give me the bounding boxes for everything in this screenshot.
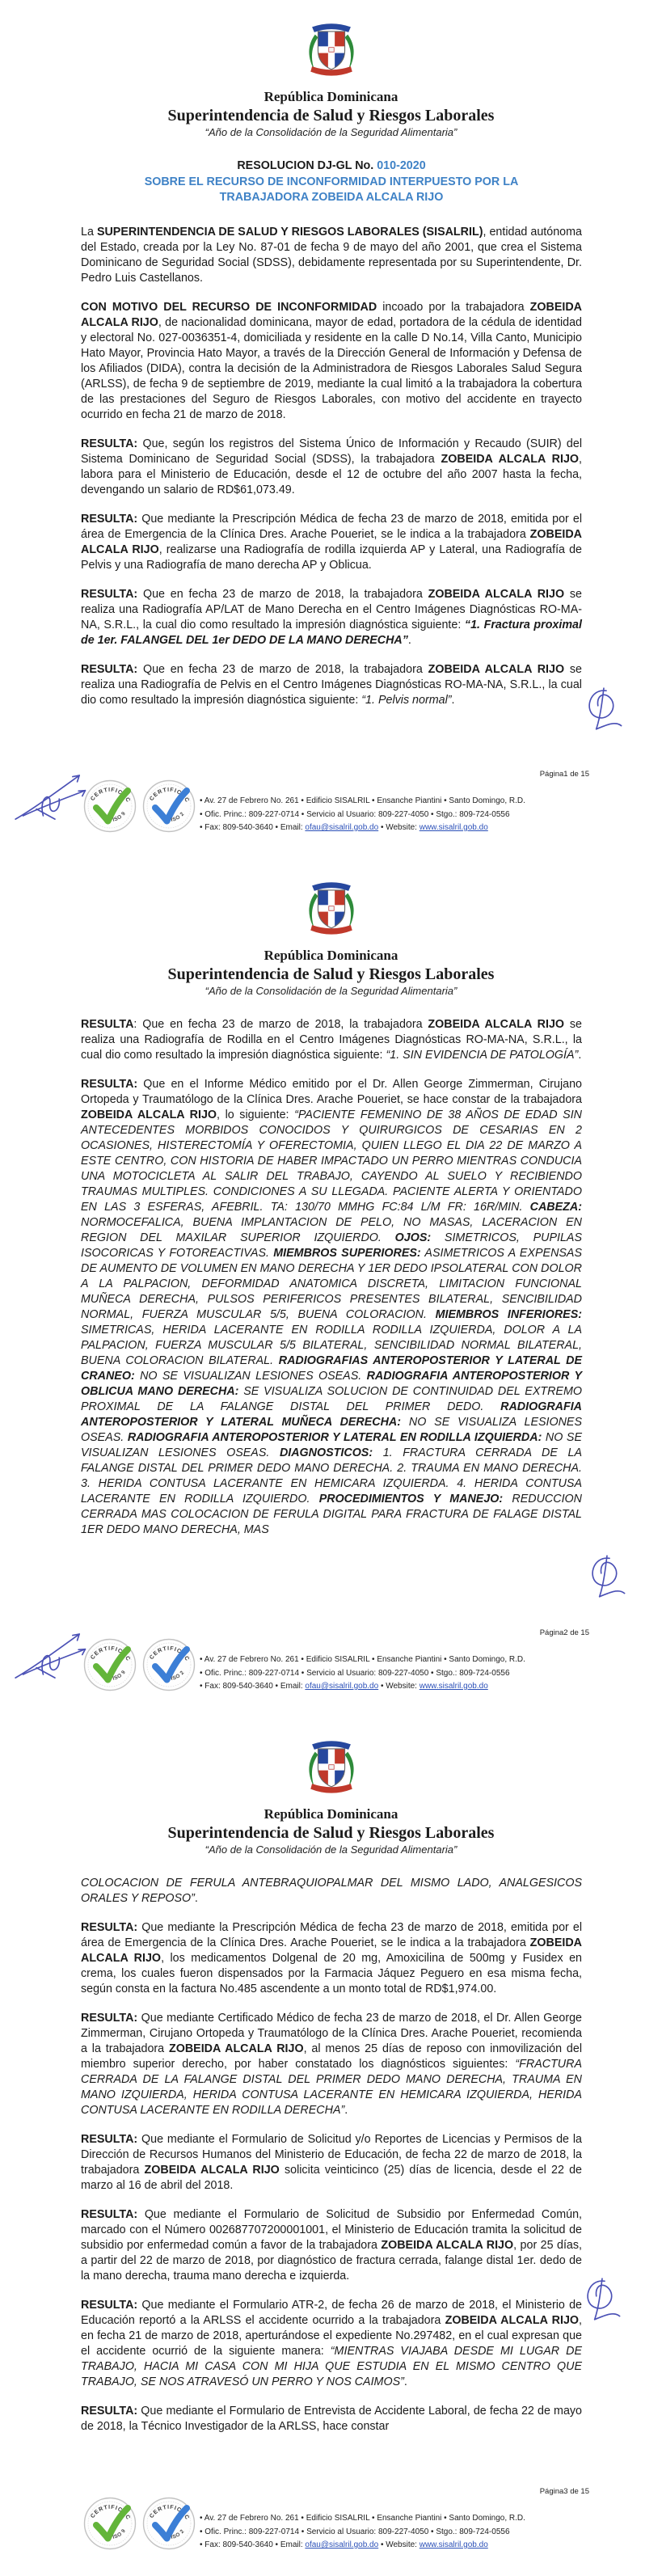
certification-seals	[83, 2497, 196, 2550]
coat-of-arms-icon	[294, 871, 369, 945]
text-run: “MIENTRAS VIAJABA DESDE MI LUGAR DE TRABAJO, HACIA MI CASA CON MI HIJA QUE ESTUDIA EN EL MISMO CENTRO QUE TRABAJO, SE NOS ATRAVESÓ UN PERRO Y NOS CAIMOS”	[81, 2344, 582, 2388]
text-run: ZOBEIDA ALCALA RIJO	[428, 587, 565, 601]
paragraph	[81, 2011, 582, 2118]
footer-link[interactable]: www.sisalril.gob.do	[419, 823, 488, 832]
text-run: • Av. 27 de Febrero No. 261 • Edificio SISALRIL • Ensanche Piantini • Santo Domingo, R.D.	[200, 1655, 525, 1664]
coat-of-arms-icon	[294, 12, 369, 87]
text-run: ZOBEIDA ALCALA RIJO	[445, 2313, 580, 2327]
certification-seals	[83, 779, 196, 833]
text-run: ZOBEIDA ALCALA RIJO	[81, 300, 582, 329]
motto: “Año de la Consolidación de la Seguridad Alimentaria”	[205, 985, 457, 998]
country-title: República Dominicana	[264, 1806, 398, 1822]
text-run: RESULTA:	[81, 587, 138, 601]
text-run: , labora para el Ministerio de Educación, desde el 12 de octubre del año 2007 hasta la fecha, devengando un salario de RD$61,073.49.	[81, 452, 582, 496]
text-run: CABEZA:	[529, 1200, 582, 1214]
text-run: , realizarse una Radiografía de rodilla izquierda AP y Lateral, una Radiografía de Pelvis y una Radiografía de mano derecha AP y Oblicua.	[81, 543, 582, 572]
iso-27001-seal	[142, 1638, 196, 1691]
text-run: TRABAJADORA ZOBEIDA ALCALA RIJO	[219, 190, 444, 204]
page-number: Página3 de 15	[539, 2487, 589, 2496]
text-run: Que, según los registros del Sistema Único de Información y Recaudo (SUIR) del Sistema Dominicano de Seguridad Social (SDSS), la trabajadora	[81, 437, 582, 466]
text-run: SIMETRICAS, HERIDA LACERANTE EN RODILLA RODILLA IZQUIERDA, DOLOR A LA PALPACION, FUERZA MUSCULAR 5/5 BILATERAL, SENCIBILIDAD NORMAL BILATERAL, BUENA COLORACION BILATERAL.	[81, 1323, 582, 1367]
text-run: “1. SIN EVIDENCIA DE PATOLOGÍA”	[386, 1048, 579, 1062]
text-run: • Av. 27 de Febrero No. 261 • Edificio SISALRIL • Ensanche Piantini • Santo Domingo, R.D.	[200, 796, 525, 805]
text-run: RESOLUCION DJ-GL No.	[237, 158, 377, 172]
document-page	[0, 859, 662, 1717]
text-run: ZOBEIDA ALCALA RIJO	[428, 1017, 565, 1031]
text-run: ZOBEIDA ALCALA RIJO	[441, 452, 580, 466]
text-run: , entidad autónoma del Estado, creada por la Ley No. 87-01 de fecha 9 de mayo del año 2001, que crea el Sistema Dominicano de Seguridad Social (SDSS), debidamente representada por su Superintendente, Dr. Pedro Luis Castellanos.	[81, 225, 582, 285]
text-run: PROCEDIMIENTOS Y MANEJO:	[318, 1492, 504, 1505]
text-run: ZOBEIDA ALCALA RIJO	[144, 2163, 280, 2177]
text-run: “PACIENTE FEMENINO DE 38 AÑOS DE EDAD SIN ANTECEDENTES MORBIDOS CONOCIDOS Y QUIRURGICOS DE CESARIAS EN 2 OCASIONES, HISTERECTOMÍA Y OFERECTOMIA, QUIEN LLEGO EL DIA 22 DE MARZO A ESTE CENTRO, CON HISTORIA DE HABER IMPACTADO UN PERRO MIENTRAS CONDUCIA UNA MOTOCICLETA AL SALIR DEL TRABAJO, CAYENDO AL SUELO Y RECIBIENDO TRAUMAS MULTIPLES. CONDICIONES A SU LLEGADA. PACIENTE ALERTA Y ORIENTADO EN LAS 3 ESFERAS, AFEBRIL. TA: 130/70 MMHG FC:84 L/M FR: 16R/MIN.	[81, 1108, 583, 1214]
text-run: • Ofic. Princ.: 809-227-0714 • Servicio al Usuario: 809-227-4050 • Stgo.: 809-724-0556	[200, 1668, 510, 1678]
resolution-number	[81, 158, 582, 174]
paragraph	[81, 1017, 582, 1063]
text-run: 1. FRACTURA CERRADA DE LA FALANGE DISTAL DEL PRIMER DEDO MANO DERECHA. 2. TRAUMA EN MANO DERECHA. 3. HERIDA CONTUSA LACERANTE EN HEMICARA IZQUIERDA. 4. HERIDA CONTUSA LACERANTE EN RODILLA IZQUIERDO.	[81, 1446, 582, 1505]
text-run: NO SE VISUALIZAN LESIONES OSEAS.	[81, 1430, 582, 1459]
iso-9001-seal	[83, 2497, 137, 2550]
motto: “Año de la Consolidación de la Seguridad Alimentaria”	[205, 1843, 457, 1856]
text-run: , los medicamentos Dolgenal de 20 mg, Amoxicilina de 500mg y Fusidex en crema, los cuales fueron dispensados por la Farmacia Jáquez Peguero en esa misma fecha, según consta en la factura No.485 ascendente a un monto total de RD$1,974.00.	[81, 1951, 582, 1995]
text-run: RADIOGRAFIAS ANTEROPOSTERIOR Y LATERAL DE CRANEO:	[81, 1353, 582, 1383]
contact-line	[200, 1680, 525, 1694]
text-run: , lo siguiente:	[217, 1108, 295, 1121]
paragraph	[81, 1077, 582, 1538]
initials-paraph	[581, 683, 628, 737]
document-page	[0, 1717, 662, 2576]
iso-27001-seal	[142, 2497, 196, 2550]
certification-seals	[83, 1638, 196, 1691]
text-run: NO SE VISUALIZA LESIONES OSEAS.	[81, 1415, 582, 1444]
institution-title: Superintendencia de Salud y Riesgos Laborales	[167, 965, 495, 983]
paragraph	[81, 2207, 582, 2284]
text-run: se realiza una Radiografía de Pelvis en el Centro Imágenes Diagnósticas RO-MA-NA, S.R.L., la cual dio como resultado la impresión diagnóstica siguiente:	[81, 662, 582, 707]
text-run: , de nacionalidad dominicana, mayor de edad, portadora de la cédula de identidad y electoral No. 027-0036351-4, domiciliada y residente en la calle D No.14, Villa Canto, Municipio Hato Mayor, Provincia Hato Mayor, a través de la Dirección General de Información y Defensa de los Afiliados (DIDA), contra la decisión de la Administradora de Riesgos Laborales Salud Segura (ARLSS), de fecha 9 de septiembre de 2019, mediante la cual limitó a la trabajadora la cobertura de las prestaciones del Seguro de Riesgos Laborales, con motivo del accidente en trayecto ocurrido en fecha 21 de marzo de 2018.	[81, 315, 582, 421]
text-run: RESULTA	[81, 1017, 134, 1031]
contact-block	[200, 2512, 525, 2553]
page-number: Página2 de 15	[539, 1628, 589, 1637]
text-run: SOBRE EL RECURSO DE INCONFORMIDAD INTERPUESTO POR LA	[144, 175, 519, 188]
text-run: ZOBEIDA ALCALA RIJO	[381, 2238, 514, 2252]
text-run: • Website:	[378, 823, 420, 832]
paragraph	[81, 225, 582, 286]
footer-link[interactable]: www.sisalril.gob.do	[419, 2540, 488, 2549]
paragraphs-container	[81, 158, 582, 708]
initials-paraph	[584, 1551, 631, 1604]
text-run: SUPERINTENDENCIA DE SALUD Y RIESGOS LABORALES (SISALRIL)	[96, 225, 483, 239]
text-run: Que mediante el Formulario de Entrevista de Accidente Laboral, de fecha 22 de mayo de 2018, la Técnico Investigador de la ARLSS, hace constar	[81, 2404, 582, 2433]
motto: “Año de la Consolidación de la Seguridad Alimentaria”	[205, 126, 457, 139]
text-run: .	[403, 2375, 407, 2388]
text-run: RESULTA:	[81, 437, 138, 450]
text-run: RADIOGRAFIA ANTEROPOSTERIOR Y LATERAL MUÑECA DERECHA:	[81, 1400, 582, 1429]
text-run: .	[407, 633, 411, 647]
document-page	[0, 0, 662, 859]
text-run: “FRACTURA CERRADA DE LA FALANGE DISTAL DEL PRIMER DEDO MANO DERECHA, TRAUMA EN MANO IZQUIERDA, HERIDA CONTUSA LACERANTE EN HEMICARA IZQUIERDA, HERIDA CONTUSA LACERANTE EN RODILLA DERECHA”	[81, 2057, 582, 2117]
iso-27001-seal	[142, 779, 196, 833]
contact-line	[200, 2512, 525, 2526]
coat-of-arms-icon	[294, 1729, 369, 1804]
text-run: • Av. 27 de Febrero No. 261 • Edificio SISALRIL • Ensanche Piantini • Santo Domingo, R.D.	[200, 2514, 525, 2523]
text-run: RESULTA:	[81, 2132, 138, 2146]
footer-link[interactable]: ofau@sisalril.gob.do	[305, 1682, 379, 1691]
text-run: RESULTA:	[81, 1920, 138, 1934]
text-run: Que mediante la Prescripción Médica de fecha 23 de marzo de 2018, emitida por el área de Emergencia de la Clínica Dres. Arache Poueriet, se le indica a la trabajadora	[81, 1920, 582, 1949]
contact-line	[200, 821, 525, 835]
text-run: • Ofic. Princ.: 809-227-0714 • Servicio al Usuario: 809-227-4050 • Stgo.: 809-724-0556	[200, 809, 510, 819]
text-run: .	[344, 2103, 348, 2117]
text-run: .	[194, 1891, 198, 1905]
footer-link[interactable]: www.sisalril.gob.do	[419, 1682, 488, 1691]
text-run: RESULTA:	[81, 2404, 138, 2418]
text-run: RADIOGRAFIA ANTEROPOSTERIOR Y OBLICUA MANO DERECHA:	[81, 1369, 582, 1398]
contact-line	[200, 1667, 525, 1681]
paragraph	[81, 437, 582, 498]
text-run: ZOBEIDA ALCALA RIJO	[428, 662, 565, 676]
text-run: 010-2020	[377, 158, 426, 172]
text-run: MIEMBROS SUPERIORES:	[273, 1246, 421, 1260]
paragraphs-container	[81, 1017, 582, 1538]
text-run: Que mediante el Formulario de Solicitud y/o Reportes de Licencias y Permisos de la Dirección de Recursos Humanos del Ministerio de Educación, de fecha 22 de marzo de 2018, la trabajadora	[81, 2132, 582, 2177]
contact-block	[200, 1653, 525, 1694]
text-run: ASIMETRICOS A EXPENSAS DE AUMENTO DE VOLUMEN EN MANO DERECHA Y 1ER DEDO IPSOLATERAL CON DOLOR A LA PALPACION, DEFORMIDAD ANATOMICA DISCRETA, LIMITACION FUNCIONAL MUÑECA DERECHA, PULSOS PERIFERICOS PRESENTES BILATERAL, SENCIBILIDAD NORMAL, FUERZA MUSCULAR 5/5, BUENA COLORACION.	[81, 1246, 583, 1321]
paragraphs-container	[81, 1876, 582, 2435]
text-run: se realiza una Radiografía de Rodilla en el Centro Imágenes Diagnósticas RO-MA-NA, S.R.L., la cual dio como resultado la impresión diagnóstica siguiente:	[81, 1017, 582, 1062]
paragraph	[81, 2404, 582, 2435]
text-run: • Website:	[378, 1682, 420, 1691]
text-run: RESULTA:	[81, 2011, 138, 2025]
text-run: “1. Fractura proximal de 1er. FALANGEL DEL 1er DEDO DE LA MANO DERECHA”	[81, 618, 582, 647]
text-run: , en fecha 21 de marzo de 2018, aperturándose el expediente No.297482, en el cual expresan que el accidente ocurrió de la siguiente manera:	[81, 2313, 582, 2358]
text-run: Que en fecha 23 de marzo de 2018, la trabajadora	[137, 662, 428, 676]
letterhead	[0, 1717, 662, 1856]
paragraph	[81, 2132, 582, 2194]
iso-9001-seal	[83, 1638, 137, 1691]
text-run: : Que en fecha 23 de marzo de 2018, la trabajadora	[133, 1017, 428, 1031]
text-run: solicita veinticinco (25) días de licencia, desde el 22 de marzo al 16 de abril del 2018.	[81, 2163, 583, 2192]
page-number: Página1 de 15	[539, 770, 589, 779]
text-run: , al menos 25 días de reposo con inmovilización del miembro superior derecho, por haber constatado los diagnósticos siguientes:	[81, 2042, 582, 2071]
resolution-title	[81, 175, 582, 205]
footer-link[interactable]: ofau@sisalril.gob.do	[305, 2540, 379, 2549]
text-run: NO SE VISUALIZAN LESIONES OSEAS.	[134, 1369, 367, 1383]
text-run: “1. Pelvis normal”	[361, 693, 452, 707]
text-run: DIAGNOSTICOS:	[279, 1446, 373, 1459]
paragraph	[81, 300, 582, 423]
text-run: Que mediante el Formulario ATR-2, de fecha 26 de marzo de 2018, el Ministerio de Educación reportó a la ARLSS el accidente ocurrido a la trabajadora	[81, 2298, 582, 2327]
text-run: RESULTA:	[81, 2207, 138, 2221]
text-run: REDUCCION CERRADA MAS COLOCACION DE FERULA DIGITAL PARA FRACTURA DE FALAGE DISTAL 1ER DEDO MANO DERECHA, MAS	[81, 1492, 582, 1536]
text-run: MIEMBROS INFERIORES:	[435, 1307, 582, 1321]
text-run: SIMETRICOS, PUPILAS ISOCORICAS Y FOTOREACTIVAS.	[81, 1231, 583, 1260]
paragraph	[81, 2298, 582, 2390]
text-run: Que en fecha 23 de marzo de 2018, la trabajadora	[137, 587, 428, 601]
contact-line	[200, 2539, 525, 2553]
contact-line	[200, 795, 525, 809]
text-run: SE VISUALIZA SOLUCION DE CONTINUIDAD DEL EXTREMO PROXIMAL DE LA FALANGE DISTAL DEL PRIMER DEDO.	[81, 1384, 582, 1413]
text-run: Que mediante la Prescripción Médica de fecha 23 de marzo de 2018, emitida por el área de Emergencia de la Clínica Dres. Arache Poueriet, se le indica a la trabajadora	[81, 512, 582, 541]
text-run: CON MOTIVO DEL RECURSO DE INCONFORMIDAD	[81, 300, 377, 314]
text-run: ZOBEIDA ALCALA RIJO	[81, 1108, 217, 1121]
contact-line	[200, 1653, 525, 1667]
initials-paraph	[580, 2274, 626, 2327]
text-run: • Fax: 809-540-3640 • Email:	[200, 1682, 306, 1691]
text-run: • Ofic. Princ.: 809-227-0714 • Servicio al Usuario: 809-227-4050 • Stgo.: 809-724-0556	[200, 2527, 510, 2536]
text-run: ZOBEIDA ALCALA RIJO	[81, 1936, 582, 1965]
text-run: • Website:	[378, 2540, 420, 2549]
contact-line	[200, 2526, 525, 2540]
text-run: ZOBEIDA ALCALA RIJO	[81, 527, 582, 556]
text-run: , por 25 días, a partir del 22 de marzo de 2018, por diagnóstico de fractura cerrada, falange distal 1er. dedo de la mano derecha, trauma mano derecha e izquierda.	[81, 2238, 582, 2283]
institution-title: Superintendencia de Salud y Riesgos Laborales	[167, 106, 495, 125]
paragraph	[81, 1876, 582, 1907]
text-run: OJOS:	[394, 1231, 432, 1244]
text-run: ZOBEIDA ALCALA RIJO	[168, 2042, 304, 2055]
letterhead	[0, 859, 662, 998]
text-run: .	[451, 693, 455, 707]
text-run: Que en el Informe Médico emitido por el Dr. Allen George Zimmerman, Cirujano Ortopeda y Traumatólogo de la Clínica Dres. Arache Poueriet, se hace constar de la trabajadora	[81, 1077, 582, 1106]
text-run: incoado por la trabajadora	[377, 300, 530, 314]
iso-9001-seal	[83, 779, 137, 833]
country-title: República Dominicana	[264, 89, 398, 104]
text-run: RESULTA:	[81, 1077, 138, 1091]
text-run: RESULTA:	[81, 512, 138, 526]
text-run: • Fax: 809-540-3640 • Email:	[200, 823, 306, 832]
text-run: se realiza una Radiografía AP/LAT de Mano Derecha en el Centro Imágenes Diagnósticas RO-MA-NA, S.R.L., la cual dio como resultado la impresión diagnóstica siguiente:	[81, 587, 582, 631]
country-title: República Dominicana	[264, 948, 398, 963]
contact-line	[200, 809, 525, 822]
text-run: RADIOGRAFIA ANTEROPOSTERIOR Y LATERAL EN RODILLA IZQUIERDA:	[127, 1430, 542, 1444]
text-run: Que mediante Certificado Médico de fecha 23 de marzo de 2018, el Dr. Allen George Zimmerman, Cirujano Ortopeda y Traumatólogo de la Clínica Dres. Arache Poueriet, recomienda a la trabajadora	[81, 2011, 582, 2055]
text-run: RESULTA:	[81, 662, 138, 676]
text-run: RESULTA:	[81, 2298, 138, 2312]
text-run: COLOCACION DE FERULA ANTEBRAQUIOPALMAR DEL MISMO LADO, ANALGESICOS ORALES Y REPOSO”	[81, 1876, 582, 1905]
paragraph	[81, 1920, 582, 1997]
contact-block	[200, 795, 525, 835]
institution-title: Superintendencia de Salud y Riesgos Laborales	[167, 1823, 495, 1842]
paragraph	[81, 662, 582, 708]
text-run: La	[81, 225, 97, 239]
text-run: NORMOCEFALICA, BUENA IMPLANTACION DE PELO, NO MASAS, LACERACION EN REGION DEL MAXILAR SUPERIOR IZQUIERDO.	[81, 1215, 582, 1244]
footer-link[interactable]: ofau@sisalril.gob.do	[305, 823, 379, 832]
text-run: .	[578, 1048, 582, 1062]
letterhead	[0, 0, 662, 139]
text-run: Que mediante el Formulario de Solicitud de Subsidio por Enfermedad Común, marcado con el Número 002687707200001001, el Ministerio de Educación tramita la solicitud de subsidio por enfermedad común a favor de la trabajadora	[81, 2207, 582, 2252]
text-run: • Fax: 809-540-3640 • Email:	[200, 2540, 306, 2549]
paragraph	[81, 512, 582, 573]
paragraph	[81, 587, 582, 648]
